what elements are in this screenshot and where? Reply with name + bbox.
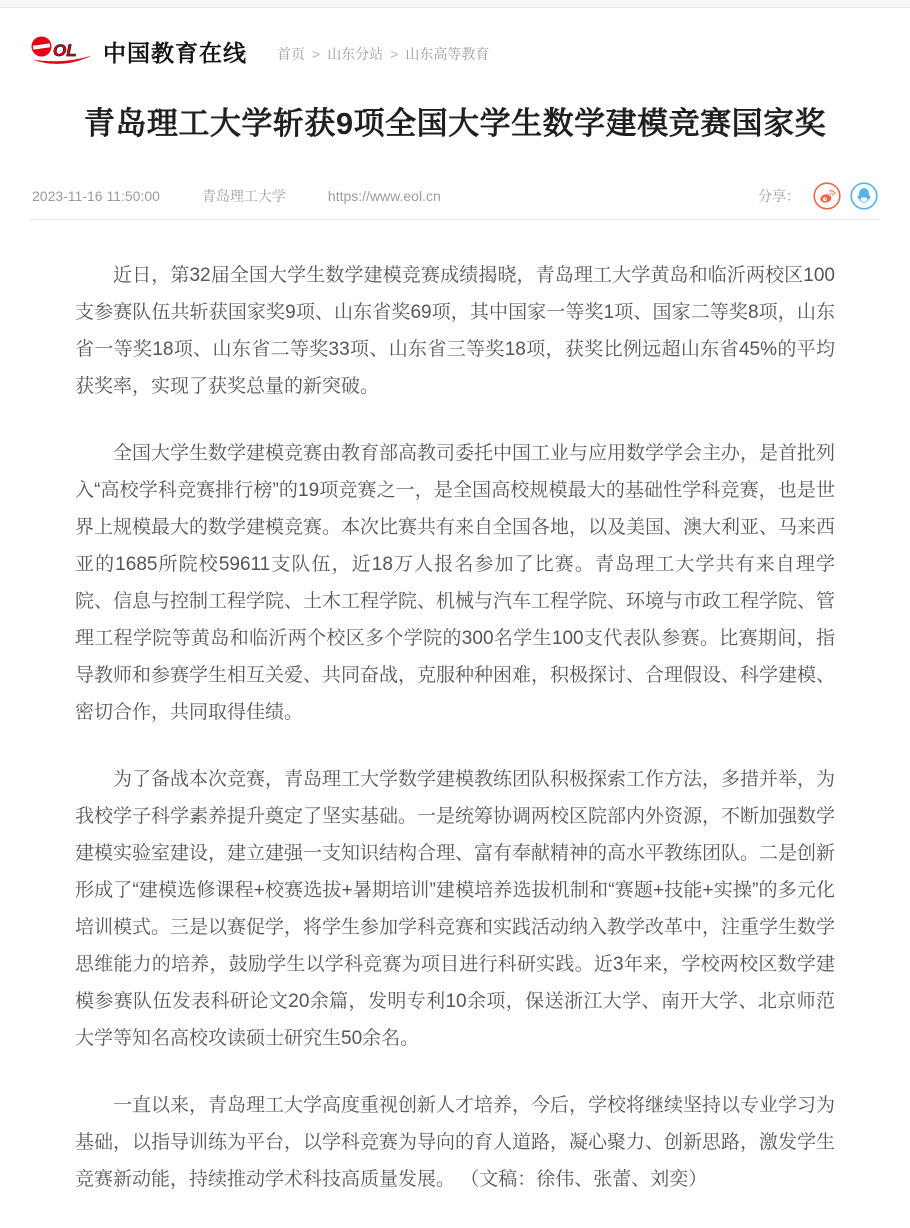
breadcrumb-item-shandong-higher-edu[interactable]: 山东高等教育 — [405, 46, 490, 62]
article-meta-row — [30, 182, 880, 210]
article-source: 青岛理工大学 — [201, 188, 286, 204]
share-label: 分享： — [758, 188, 800, 204]
weibo-share-button[interactable] — [813, 182, 841, 210]
eol-logo-icon — [30, 31, 94, 71]
page-container — [0, 30, 910, 1198]
site-header — [30, 30, 880, 72]
breadcrumb-separator: > — [390, 46, 399, 62]
breadcrumb-item-shandong-branch[interactable]: 山东分站 — [327, 46, 384, 62]
breadcrumb-item-home[interactable]: 首页 — [277, 46, 305, 62]
eol-logo[interactable] — [30, 31, 247, 71]
article-paragraph: 近日，第32届全国大学生数学建模竞赛成绩揭晓，青岛理工大学黄岛和临沂两校区100支参赛队伍共斩获国家奖9项、山东省奖69项，其中国家一等奖1项、国家二等奖8项，山东省一等奖18项、山东省二等奖33项、山东省三等奖18项，获奖比例远超山东省45%的平均获奖率，实现了获奖总量的新突破。 — [75, 265, 835, 397]
svg-text:OL: OL — [53, 41, 77, 60]
header-divider — [30, 219, 880, 220]
site-name: 中国教育在线 — [103, 39, 247, 66]
publish-datetime: 2023-11-16 11:50:00 — [32, 188, 160, 204]
top-strip — [0, 0, 910, 8]
share-bar — [758, 182, 878, 210]
article-meta-left — [32, 186, 441, 206]
article-title: 青岛理工大学斩获9项全国大学生数学建模竞赛国家奖 — [83, 106, 827, 141]
article-body — [30, 257, 880, 1198]
article-paragraph: 为了备战本次竞赛，青岛理工大学数学建模教练团队积极探索工作方法，多措并举，为我校学子科学素养提升奠定了坚实基础。一是统筹协调两校区院部内外资源，不断加强数学建模实验室建设，建立建强一支知识结构合理、富有奉献精神的高水平教练团队。二是创新形成了“建模选修课程+校赛选拔+暑期培训”建模培养选拔机制和“赛题+技能+实操”的多元化培训模式。三是以赛促学，将学生参加学科竞赛和实践活动纳入教学改革中，注重学生数学思维能力的培养，鼓励学生以学科竞赛为项目进行科研实践。近3年来，学校两校区数学建模参赛队伍发表科研论文20余篇，发明专利10余项，保送浙江大学、南开大学、北京师范大学等知名高校攻读硕士研究生50余名。 — [75, 769, 836, 1049]
qq-share-button[interactable] — [850, 182, 878, 210]
article-paragraph: 一直以来，青岛理工大学高度重视创新人才培养，今后，学校将继续坚持以专业学习为基础，以指导训练为平台，以学科竞赛为导向的育人道路，凝心聚力、创新思路，激发学生竞赛新动能，持续推动学术科技高质量发展。 （文稿：徐伟、张蕾、刘奕） — [75, 1095, 836, 1190]
article-source-url: https://www.eol.cn — [327, 188, 441, 204]
breadcrumb-separator: > — [312, 46, 321, 62]
article-paragraph: 全国大学生数学建模竞赛由教育部高教司委托中国工业与应用数学学会主办，是首批列入“高校学科竞赛排行榜”的19项竞赛之一，是全国高校规模最大的基础性学科竞赛，也是世界上规模最大的数学建模竞赛。本次比赛共有来自全国各地，以及美国、澳大利亚、马来西亚的1685所院校59611支队伍，近18万人报名参加了比赛。青岛理工大学共有来自理学院、信息与控制工程学院、土木工程学院、机械与汽车工程学院、环境与市政工程学院、管理工程学院等黄岛和临沂两个校区多个学院的300名学生100支代表队参赛。比赛期间，指导教师和参赛学生相互关爱、共同奋战，克服种种困难，积极探讨、合理假设、科学建模、密切合作，共同取得佳绩。 — [75, 443, 836, 723]
breadcrumb — [277, 44, 489, 64]
